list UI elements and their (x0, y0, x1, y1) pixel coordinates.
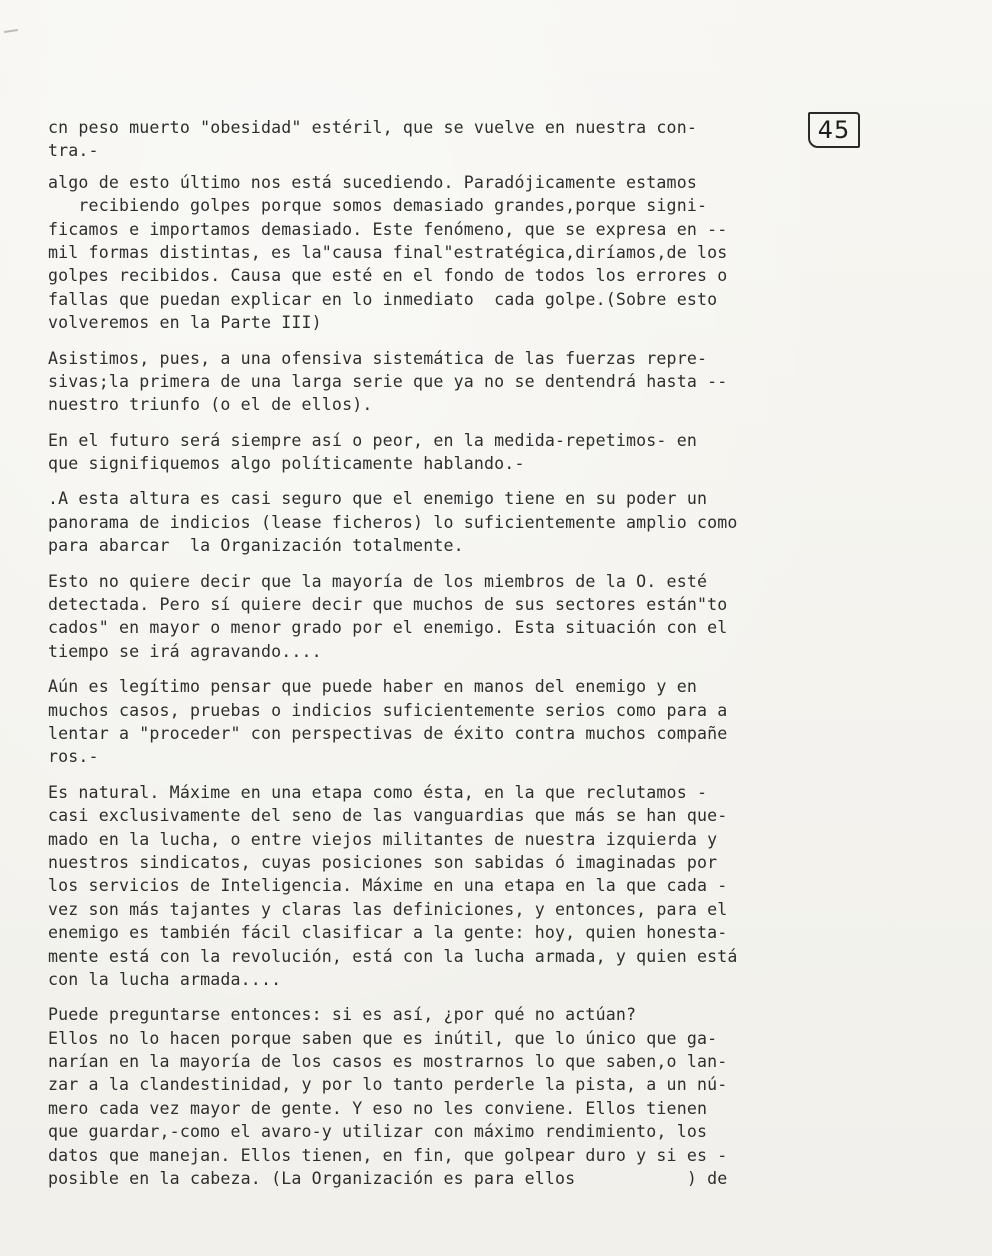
text-line: Es natural. Máxime en una etapa como ésta, en la que reclutamos - (48, 782, 708, 802)
paragraph-gap (48, 769, 866, 781)
text-line: cn peso muerto "obesidad" estéril, que se vuelve en nuestra con- (48, 118, 697, 137)
text-line: vez son más tajantes y claras las definiciones, y entonces, para el (48, 899, 728, 919)
text-line: mil formas distintas, es la"causa final"estratégica,diríamos,de los (48, 242, 728, 262)
text-line: datos que manejan. Ellos tienen, en fin, que golpear duro y si es - (48, 1145, 728, 1165)
text-line: fallas que puedan explicar en lo inmediato cada golpe.(Sobre esto (48, 289, 718, 309)
scan-mark (4, 29, 18, 33)
text-line: posible en la cabeza. (La Organización es para ellos ) de (48, 1169, 728, 1189)
paragraph-gap (48, 475, 866, 487)
text-line: nuestros sindicatos, cuyas posiciones son sabidas ó imaginadas por (48, 852, 718, 872)
text-line: narían en la mayoría de los casos es mostrarnos lo que saben,o lan- (48, 1052, 728, 1072)
text-line: volveremos en la Parte III) (48, 313, 322, 333)
text-line: ficamos e importamos demasiado. Este fenómeno, que se expresa en -- (48, 219, 728, 239)
text-line: con la lucha armada.... (48, 969, 282, 989)
typewritten-text (48, 116, 866, 1190)
text-line: tra.- (48, 141, 99, 161)
text-line: enemigo es también fácil clasificar a la gente: hoy, quien honesta- (48, 923, 728, 943)
text-line: los servicios de Inteligencia. Máxime en una etapa en la que cada - (48, 876, 728, 896)
text-line: para abarcar la Organización totalmente. (48, 536, 464, 556)
text-line: Puede preguntarse entonces: si es así, ¿por qué no actúan? (48, 1005, 637, 1025)
paragraph-gap (48, 163, 866, 171)
text-line: lentar a "proceder" con perspectivas de éxito contra muchos compañe (48, 723, 728, 743)
text-line: cados" en mayor o menor grado por el enemigo. Esta situación con el (48, 618, 728, 638)
text-line: tiempo se irá agravando.... (48, 641, 322, 661)
text-line: recibiendo golpes porque somos demasiado grandes,porque signi- (48, 196, 708, 216)
paragraph-gap (48, 417, 866, 429)
text-line: mero cada vez mayor de gente. Y eso no les conviene. Ellos tienen (48, 1098, 708, 1118)
text-line: mado en la lucha, o entre viejos militantes de nuestra izquierda y (48, 829, 718, 849)
text-line: Esto no quiere decir que la mayoría de los miembros de la O. esté (48, 571, 708, 591)
text-line: mente está con la revolución, está con la lucha armada, y quien está (48, 946, 738, 966)
paragraph-gap (48, 663, 866, 675)
text-line: Aún es legítimo pensar que puede haber en manos del enemigo y en (48, 677, 697, 697)
text-line: golpes recibidos. Causa que esté en el fondo de todos los errores o (48, 266, 728, 286)
text-line: muchos casos, pruebas o indicios suficientemente serios como para a (48, 700, 728, 720)
text-line: detectada. Pero sí quiere decir que muchos de sus sectores están"to (48, 595, 728, 615)
paragraph-gap (48, 558, 866, 570)
text-line: zar a la clandestinidad, y por lo tanto perderle la pista, a un nú- (48, 1075, 728, 1095)
text-line: Ellos no lo hacen porque saben que es inútil, que lo único que ga- (48, 1028, 718, 1048)
text-line: sivas;la primera de una larga serie que ya no se dentendrá hasta -- (48, 371, 728, 391)
text-line: que guardar,-como el avaro-y utilizar con máximo rendimiento, los (48, 1122, 708, 1142)
text-line: Asistimos, pues, a una ofensiva sistemática de las fuerzas repre- (48, 348, 708, 368)
text-line: nuestro triunfo (o el de ellos). (48, 395, 373, 415)
text-line: casi exclusivamente del seno de las vanguardias que más se han que- (48, 806, 728, 826)
paragraph-gap (48, 335, 866, 347)
text-line: En el futuro será siempre así o peor, en la medida-repetimos- en (48, 430, 697, 450)
text-line: que signifiquemos algo políticamente hablando.- (48, 454, 525, 474)
page-number: 45 (808, 112, 860, 148)
text-line: algo de esto último nos está sucediendo. Paradójicamente estamos (48, 172, 697, 192)
text-line: .A esta altura es casi seguro que el enemigo tiene en su poder un (48, 489, 708, 509)
text-line: panorama de indicios (lease ficheros) lo suficientemente amplio como (48, 512, 738, 532)
paragraph-gap (48, 991, 866, 1003)
text-line: ros.- (48, 747, 99, 767)
